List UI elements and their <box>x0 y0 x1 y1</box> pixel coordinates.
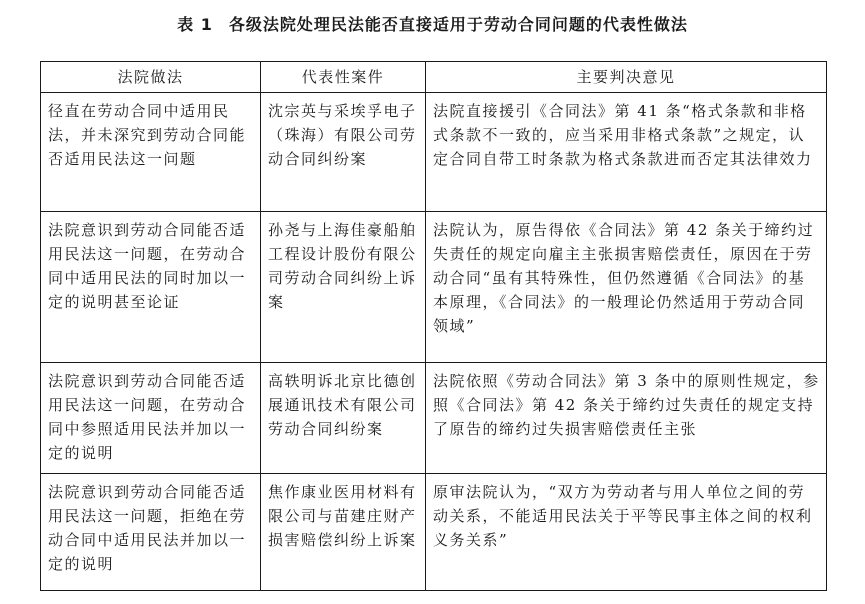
header-row <box>41 62 827 93</box>
approach-cell: 法院意识到劳动合同能否适用民法这一问题，在劳动合同中适用民法的同时加以一定的说明甚至论证 <box>41 212 261 363</box>
approach-cell: 法院意识到劳动合同能否适用民法这一问题，拒绝在劳动合同中适用民法并加以一定的说明 <box>41 474 261 591</box>
table-number: 表 1 <box>177 15 213 34</box>
table-title: 各级法院处理民法能否直接适用于劳动合同问题的代表性做法 <box>228 15 688 34</box>
case-cell: 高轶明诉北京比德创展通讯技术有限公司劳动合同纠纷案 <box>261 363 426 474</box>
opinion-cell: 法院认为，原告得依《合同法》第 42 条关于缔约过失责任的规定向雇主主张损害赔偿责任，原因在于劳动合同“虽有其特殊性，但仍然遵循《合同法》的基本原理，《合同法》的一般理论仍然适用于劳动合同领域” <box>426 212 827 363</box>
header-case: 代表性案件 <box>261 62 426 93</box>
approach-cell: 径直在劳动合同中适用民法，并未深究到劳动合同能否适用民法这一问题 <box>41 93 261 212</box>
table-caption <box>0 12 865 35</box>
case-cell: 沈宗英与采埃孚电子（珠海）有限公司劳动合同纠纷案 <box>261 93 426 212</box>
case-cell: 焦作康业医用材料有限公司与苗建庄财产损害赔偿纠纷上诉案 <box>261 474 426 591</box>
header-approach: 法院做法 <box>41 62 261 93</box>
table-row <box>41 474 827 591</box>
court-practice-table <box>40 61 827 591</box>
opinion-cell: 法院依照《劳动合同法》第 3 条中的原则性规定，参照《合同法》第 42 条关于缔约过失责任的规定支持了原告的缔约过失损害赔偿责任主张 <box>426 363 827 474</box>
case-cell: 孙尧与上海佳豪船舶工程设计股份有限公司劳动合同纠纷上诉案 <box>261 212 426 363</box>
opinion-cell: 原审法院认为，“双方为劳动者与用人单位之间的劳动关系，不能适用民法关于平等民事主体之间的权利义务关系” <box>426 474 827 591</box>
table-row <box>41 93 827 212</box>
header-opinion: 主要判决意见 <box>426 62 827 93</box>
table-row <box>41 363 827 474</box>
table-row <box>41 212 827 363</box>
approach-cell: 法院意识到劳动合同能否适用民法这一问题，在劳动合同中参照适用民法并加以一定的说明 <box>41 363 261 474</box>
opinion-cell: 法院直接援引《合同法》第 41 条“格式条款和非格式条款不一致的，应当采用非格式条款”之规定，认定合同自带工时条款为格式条款进而否定其法律效力 <box>426 93 827 212</box>
